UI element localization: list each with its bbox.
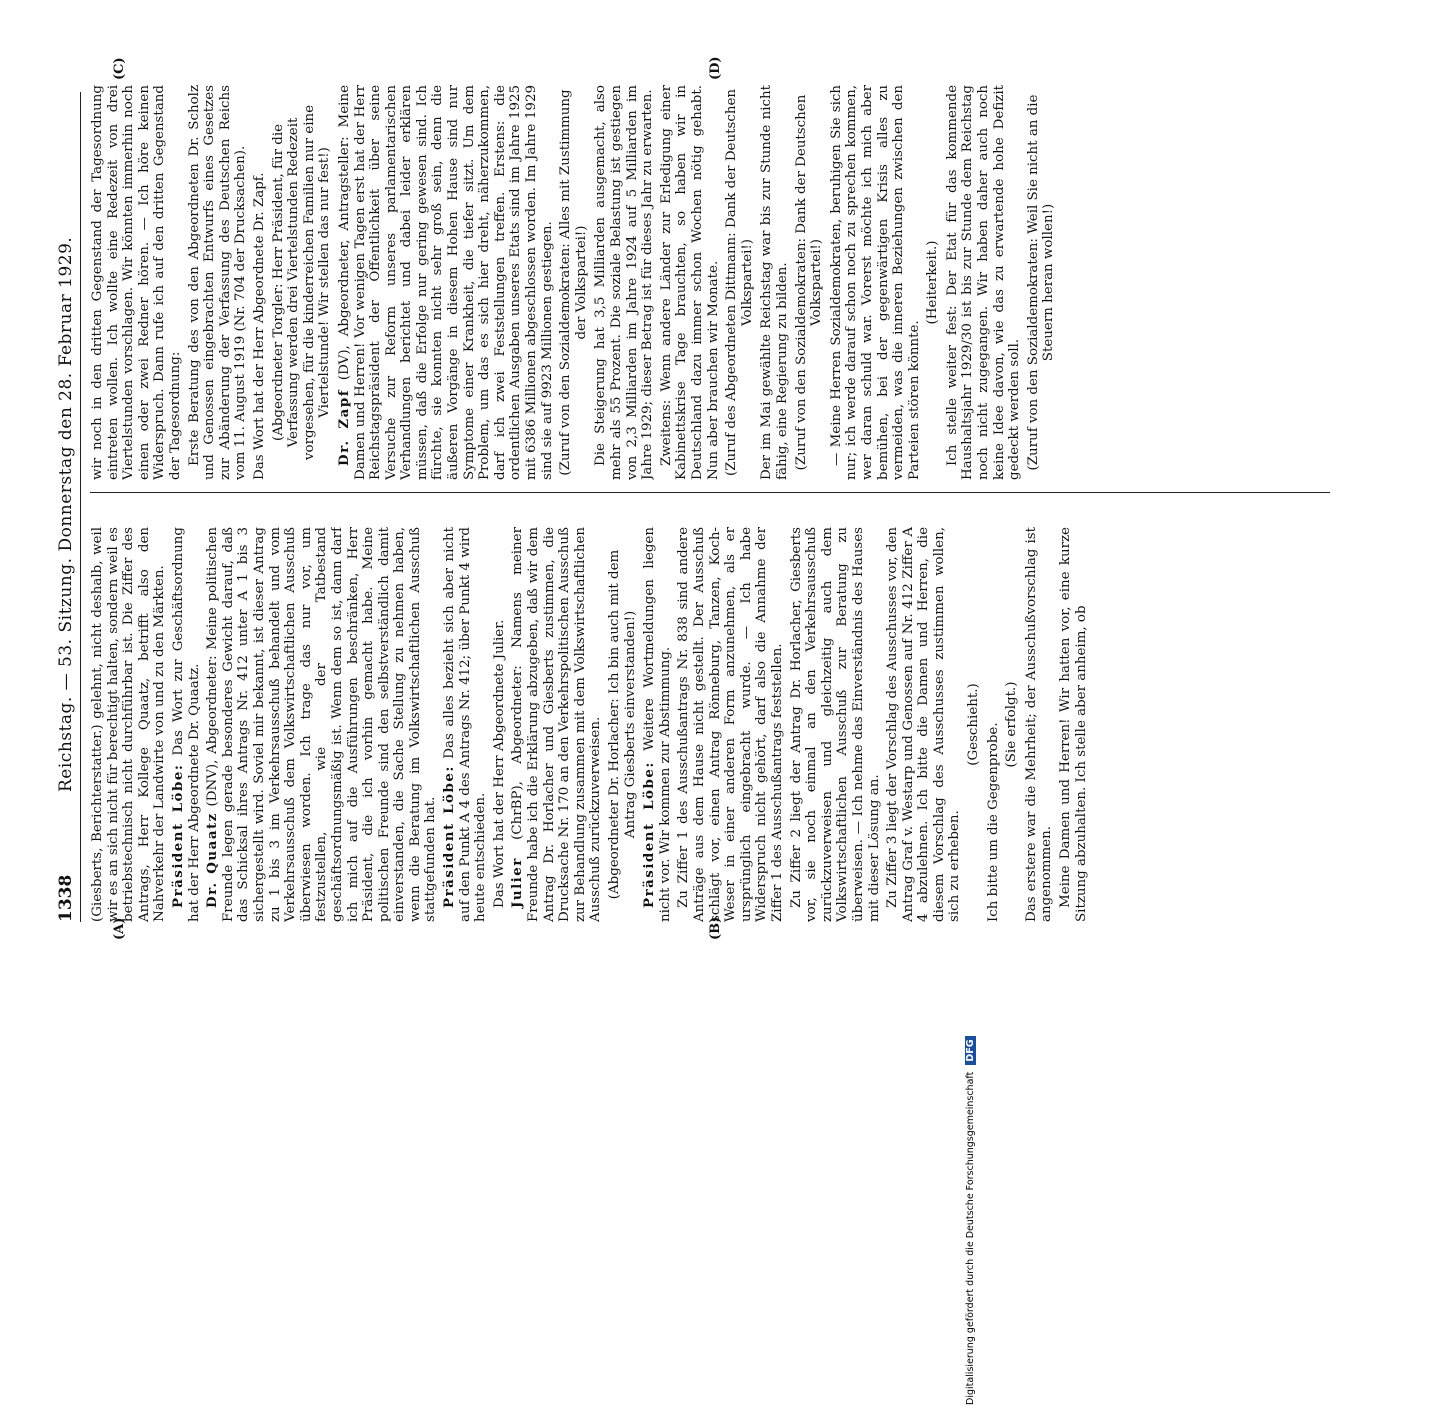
paragraph xyxy=(205,527,439,922)
paragraph xyxy=(492,527,508,922)
margin-mark-a: (A) xyxy=(112,917,127,940)
paragraph xyxy=(171,527,202,922)
interjection xyxy=(1026,85,1057,480)
paragraph-text: (Heiterkeit.) xyxy=(925,240,941,325)
paragraph-text: (DV), Abgeordneter, Antragsteller: Meine Damen und Herren! Vor wenigen Tagen erst hat der Herr Reichstagspräsident der Öffentlichkeit über seine Versuche zur Reform unseres parlamentarischen Verhandlungen berichtet und dabei leider erklären müssen, daß die Erfolge nur gering gewesen sind. Ich fürchte, sie konnten nicht sehr groß sein, denn die äußeren Vorgänge in diesem Hohen Hause sind nur Symptome einer Krankheit, die tiefer sitzt. Um dem Problem, um das es sich hier dreht, näherzukommen, darf ich zwei Feststellungen treffen. Erstens: die ordentlichen Ausgaben unseres Etats sind im Jahre 1925 mit 6386 Millionen abgeschlossen worden. Im Jahre 1929 sind sie auf 9923 Millionen gestiegen. xyxy=(336,85,555,480)
paragraph xyxy=(252,85,268,480)
paragraph-text: Die Steigerung hat 3,5 Milliarden ausgemacht, also mehr als 55 Prozent. Die soziale Belastung ist gestiegen von 2,3 Milliarden im Jahre 1924 auf 5 Milliarden im Jahre 1929; dieser Betrag ist für dieses Jahr zu erwarten. xyxy=(593,85,656,480)
speaker-name: Dr. Quaatz xyxy=(204,812,221,908)
paragraph-text: (Abgeordneter Torgler: Herr Präsident, für die Verfassung werden drei Viertelstunden Redezeit vorgesehen, für die kinderreichen Familien nur eine Viertelstunde! Wir stellen das nur fest!) xyxy=(270,104,333,461)
column-divider xyxy=(90,492,1330,493)
page-title: Reichstag. — 53. Sitzung. Donnerstag den 28. Februar 1929. xyxy=(56,236,76,792)
dfg-logo: DFG xyxy=(965,1036,976,1064)
paragraph xyxy=(885,527,963,922)
paragraph xyxy=(1058,527,1089,922)
paragraph xyxy=(759,85,790,480)
interjection xyxy=(724,85,755,480)
paragraph-text: (Zuruf von den Sozialdemokraten: Dank der Deutschen Volkspartei!) xyxy=(793,94,825,471)
interjection xyxy=(1004,527,1020,922)
paragraph-text: Der im Mai gewählte Reichstag war bis zur Stunde nicht fähig, eine Regierung zu bilden. xyxy=(759,85,790,480)
paragraph xyxy=(593,85,655,480)
left-column xyxy=(90,527,1330,922)
speaker-name: Dr. Zapf xyxy=(335,389,352,466)
page-header xyxy=(54,92,81,922)
paragraph xyxy=(789,527,883,922)
paragraph-text: Zu Ziffer 2 liegt der Antrag Dr. Horlacher, Giesberts vor, sie noch einmal an den Verkehrsausschuß zurückzuverweisen und gleichzeitig auch dem Volkswirtschaftlichen Ausschuß zur Beratung zu überweisen. — Ich nehme das Einverständnis des Hauses mit dieser Lösung an. xyxy=(788,527,882,922)
interjection xyxy=(794,85,825,480)
interjection xyxy=(271,85,333,480)
margin-mark-b: (B) xyxy=(708,916,723,940)
paragraph xyxy=(337,85,555,480)
speaker-name: Präsident Löbe: xyxy=(169,763,186,908)
paragraph-text: — Meine Herren Sozialdemokraten, beruhigen Sie sich nur; ich werde darauf schon noch zu sprechen kommen, wer daran schuld war. Vorerst möchte ich mich aber bemühen, bei der gegenwärtigen Krisis alles zu vermeiden, was die inneren Beziehungen zwischen den Parteien stören könnte. xyxy=(828,85,922,480)
paragraph-text: (Zuruf des Abgeordneten Dittmann: Dank der Deutschen Volkspartei!) xyxy=(724,88,755,477)
paragraph-text: (Geschieht.) xyxy=(966,683,982,766)
paragraph xyxy=(642,527,673,922)
paragraph-text: (Zuruf von den Sozialdemokraten: Weil Sie nicht an die Steuern heran wollen!) xyxy=(1025,94,1057,471)
paragraph-text: (Zuruf von den Sozialdemokraten: Alles mit Zustimmung der Volkspartei!) xyxy=(558,89,589,476)
paragraph-text: Das Wort hat der Herr Abgeordnete Julier. xyxy=(491,619,507,908)
speaker-name: Präsident Löbe: xyxy=(441,765,458,908)
paragraph-text: Erste Beratung des von den Abgeordneten Dr. Scholz und Genossen eingebrachten Entwurfs eines Gesetzes zur Abänderung der Verfassung des Deutschen Reichs vom 11. August 1919 (Nr. 704 der Drucksachen). xyxy=(186,85,249,480)
paragraph-text: Zweitens: Wenn andere Länder zur Erledigung einer Kabinettskrise Tage brauchten, so haben wir in Deutschland dazu immer schon Wochen nötig gehabt. Nun aber brauchen wir Monate. xyxy=(658,85,721,480)
paragraph-text: Das alles bezieht sich aber nicht auf den Punkt A 4 des Antrags Nr. 412; über Punkt 4 wird heute entschieden. xyxy=(442,527,489,922)
paragraph xyxy=(1024,527,1055,922)
paragraph-text: Ich bitte um die Gegenprobe. xyxy=(985,722,1001,922)
paragraph-text: (DNV), Abgeordneter: Meine politischen Freunde legen gerade besonderes Gewicht darauf, daß das Schicksal ihres Antrags Nr. 412 unter A 1 bis 3 sichergestellt wird. Soviel mir bekannt, ist dieser Antrag zu 1 bis 3 im Verkehrsausschuß behandelt und vom Verkehrsausschuß dem Volkswirtschaftlichen Ausschuß überwiesen worden. Ich trage das nur vor, um festzustellen, wie der Tatbestand geschäftsordnungsmäßig ist. Wenn dem so ist, dann darf ich mich auf die Ausführungen beschränken, Herr Präsident, die ich vorhin gemacht habe. Meine politischen Freunde sind den selbstverständlich damit einverstanden, die Sache Stellung zu nehmen haben, wenn die Beratung im Volkswirtschaftlichen Ausschuß stattgefunden hat. xyxy=(205,527,439,922)
paragraph-text: wir noch in den dritten Gegenstand der Tagesordnung eintreten wollen. Ich wollte eine Redezeit von drei Viertelstunden vorschlagen. Wir könnten immerhin noch einen oder zwei Redner hören. — Ich höre keinen Widerspruch. Dann rufe ich auf den dritten Gegenstand der Tagesordnung: xyxy=(90,85,183,480)
margin-mark-c: (C) xyxy=(112,57,127,80)
paragraph-text: Das erstere war die Mehrheit; der Ausschußvorschlag ist angenommen. xyxy=(1023,527,1055,922)
paragraph-text: (Giesberts, Berichterstatter.) gelehnt, nicht deshalb, weil wir es an sich nicht für berechtigt halten, sondern weil es betriebstechnisch nicht durchführbar ist. Die Ziffer des Antrags, Herr Kollege Quaatz, betrifft also den Nahverkehr der Landwirte von und zu den Märkten. xyxy=(90,527,168,922)
paragraph-text: Das Wort zur Geschäftsordnung hat der Herr Abgeordnete Dr. Quaatz. xyxy=(170,527,202,922)
right-column xyxy=(90,85,1330,480)
paragraph xyxy=(829,85,923,480)
digitization-note xyxy=(965,405,982,1405)
paragraph-text: (Abgeordneter Dr. Horlacher: Ich bin auch mit dem Antrag Giesberts einverstanden!) xyxy=(607,549,638,900)
paragraph xyxy=(676,527,785,922)
paragraph xyxy=(90,527,168,922)
paragraph-text: Zu Ziffer 3 liegt der Vorschlag des Ausschusses vor, den Antrag Graf v. Westarp und Genossen auf Nr. 412 Ziffer A 4 abzulehnen. Ich bitte die Damen und Herren, die diesem Vorschlag des Ausschusses zustimmen wollen, sich zu erheben. xyxy=(885,527,963,922)
paragraph xyxy=(510,527,604,922)
paragraph xyxy=(442,527,489,922)
page-number: 1338 xyxy=(56,874,76,922)
speaker-name: Präsident Löbe: xyxy=(641,761,658,908)
interjection xyxy=(607,527,638,922)
interjection xyxy=(925,85,941,480)
paragraph-text: (ChrBP), Abgeordneter: Namens meiner Freunde habe ich die Erklärung abzugeben, daß wir dem Antrag Dr. Horlacher und Giesberts zustimmen, die Drucksache Nr. 170 an den Verkehrspolitischen Ausschuß zur Behandlung zusammen mit dem Volkswirtschaftlichen Ausschuß zurückzuverweisen. xyxy=(510,527,604,922)
paragraph-text: Das Wort hat der Herr Abgeordnete Dr. Zapf. xyxy=(251,172,267,480)
speaker-name: Julier xyxy=(509,857,526,908)
paragraph xyxy=(187,85,249,480)
paragraph-text: Zu Ziffer 1 des Ausschußantrags Nr. 838 sind andere Anträge aus dem Hause nicht gestellt. Der Ausschuß schlägt vor, einen Antrag Rönneburg, Tanzen, Koch-Weser in einer anderen Form anzunehmen, als er ursprünglich eingebracht wurde. — Ich habe Widerspruch nicht gehört, darf also die Annahme der Ziffer 1 des Ausschußantrags feststellen. xyxy=(676,527,785,922)
paragraph-text: Meine Damen und Herren! Wir hatten vor, eine kurze Sitzung abzuhalten. Ich stelle aber anheim, ob xyxy=(1058,527,1089,922)
interjection xyxy=(558,85,589,480)
paragraph-text: Ich stelle weiter fest: Der Etat für das kommende Haushaltsjahr 1929/30 ist bis zur Stunde dem Reichstag noch nicht zugegangen. Wir haben daher auch noch keine Idee davon, wie das zu erwartende hohe Defizit gedeckt werden soll. xyxy=(944,85,1023,480)
paragraph xyxy=(659,85,721,480)
margin-mark-d: (D) xyxy=(708,56,723,80)
paragraph xyxy=(945,85,1023,480)
paragraph-text: (Sie erfolgt.) xyxy=(1004,681,1020,768)
paragraph xyxy=(90,85,184,480)
paragraph xyxy=(986,527,1002,922)
paragraph-text: Weitere Wortmeldungen liegen nicht vor. Wir kommen zur Abstimmung. xyxy=(642,527,673,922)
digitization-text: Digitalisierung gefördert durch die Deutsche Forschungsgemeinschaft xyxy=(965,1071,976,1405)
